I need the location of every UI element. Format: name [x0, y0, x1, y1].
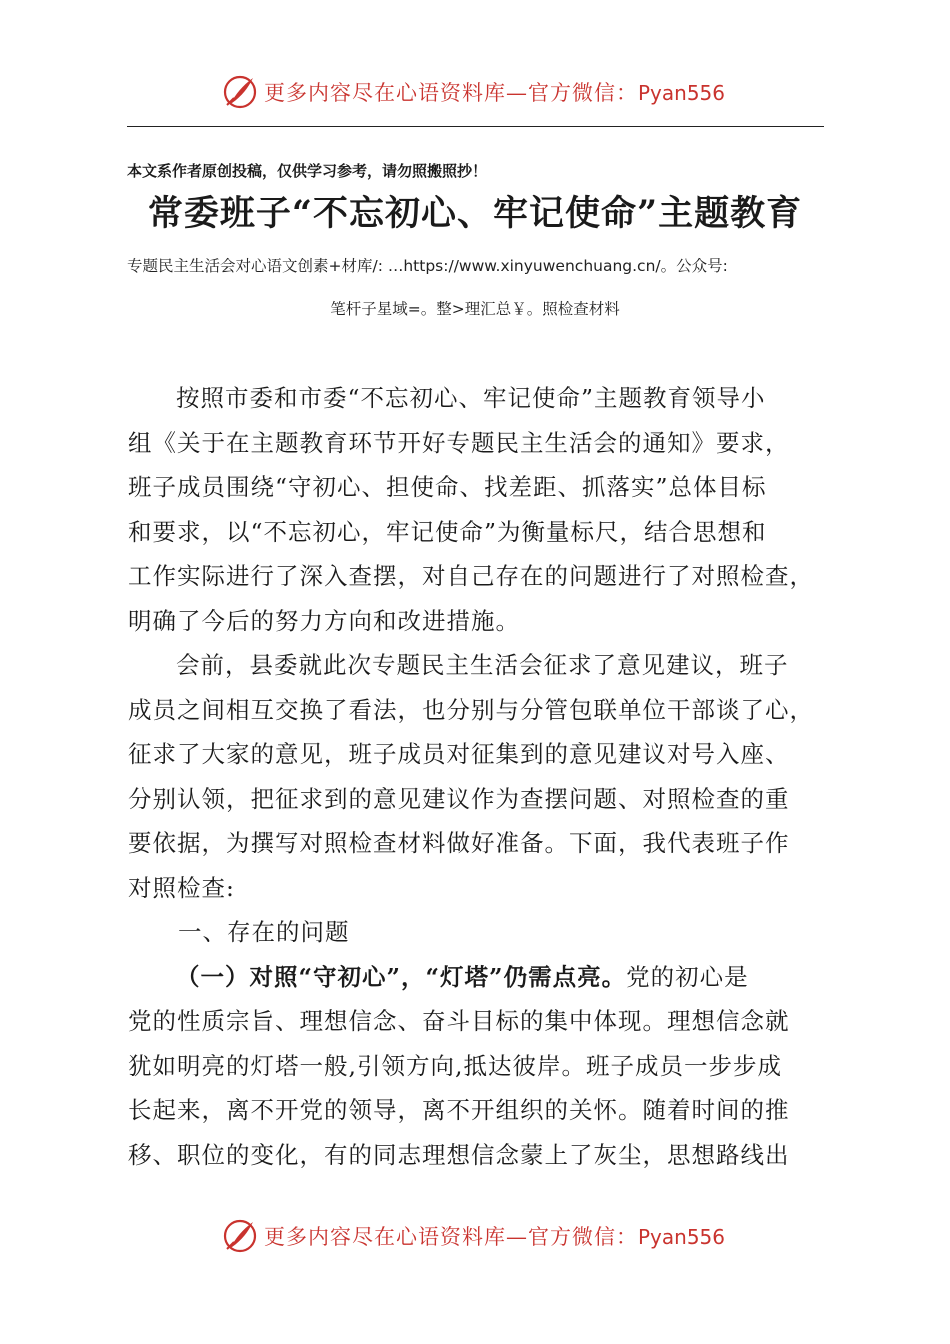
body-line — [128, 955, 838, 1000]
body-line: 成员之间相互交换了看法，也分别与分管包联单位干部谈了心， — [128, 695, 814, 724]
document-body — [128, 376, 838, 1177]
footer-banner — [222, 1216, 725, 1256]
copyright-notice: 本文系作者原创投稿，仅供学习参考，请勿照搬照抄！ — [127, 162, 488, 180]
subsection-heading: （一）对照“守初心”，“灯塔”仍需点亮。 — [176, 962, 627, 991]
body-line: 和要求，以“不忘初心，牢记使命”为衡量标尺，结合思想和 — [128, 517, 767, 546]
body-line: 明确了今后的努力方向和改进措施。 — [128, 606, 520, 635]
subtitle-line-1: 专题民主生活会对心语文创素+材库/: …https://www.xinyuwenchuang.cn/。公众号: — [127, 257, 728, 275]
body-line: 工作实际进行了深入查摆，对自己存在的问题进行了对照检查， — [128, 562, 814, 590]
wechat-id: Pyan556 — [638, 81, 726, 105]
body-line: 犹如明亮的灯塔一般,引领方向,抵达彼岸。班子成员一步步成 — [128, 1051, 782, 1080]
body-line: 班子成员围绕“守初心、担使命、找差距、抓落实”总体目标 — [128, 473, 767, 501]
body-line: 长起来，离不开党的领导，离不开组织的关怀。随着时间的推 — [128, 1096, 790, 1124]
body-line: 党的性质宗旨、理想信念、奋斗目标的集中体现。理想信念就 — [128, 1007, 790, 1035]
header-divider — [127, 126, 824, 127]
body-line: 要依据，为撰写对照检查材料做好准备。下面，我代表班子作 — [128, 829, 790, 857]
quill-logo-icon — [222, 1218, 258, 1254]
body-line: 会前，县委就此次专题民主生活会征求了意见建议，班子 — [176, 651, 789, 679]
body-line: 按照市委和市委“不忘初心、牢记使命”主题教育领导小 — [176, 384, 766, 412]
quill-logo-icon — [222, 74, 258, 110]
body-text: 党的初心是 — [626, 962, 749, 991]
wechat-id: Pyan556 — [638, 1225, 726, 1249]
body-line: 对照检查: — [128, 873, 235, 902]
section-heading: 一、存在的问题 — [178, 918, 350, 946]
body-line: 征求了大家的意见，班子成员对征集到的意见建议对号入座、 — [128, 740, 790, 768]
body-line: 分别认领，把征求到的意见建议作为查摆问题、对照检查的重 — [128, 784, 790, 813]
document-title: 常委班子“不忘初心、牢记使命”主题教育 — [147, 193, 803, 234]
body-line: 移、职位的变化，有的同志理想信念蒙上了灰尘，思想路线出 — [128, 1140, 790, 1169]
banner-text: 更多内容尽在心语资料库—官方微信：Pyan556 — [264, 1225, 726, 1249]
header-banner — [222, 72, 725, 112]
banner-text: 更多内容尽在心语资料库—官方微信：Pyan556 — [264, 81, 726, 105]
body-line: 组《关于在主题教育环节开好专题民主生活会的通知》要求， — [128, 428, 790, 457]
subtitle-line-2: 笔杆子星域=。整>理汇总￥。照检查材料 — [330, 300, 620, 318]
